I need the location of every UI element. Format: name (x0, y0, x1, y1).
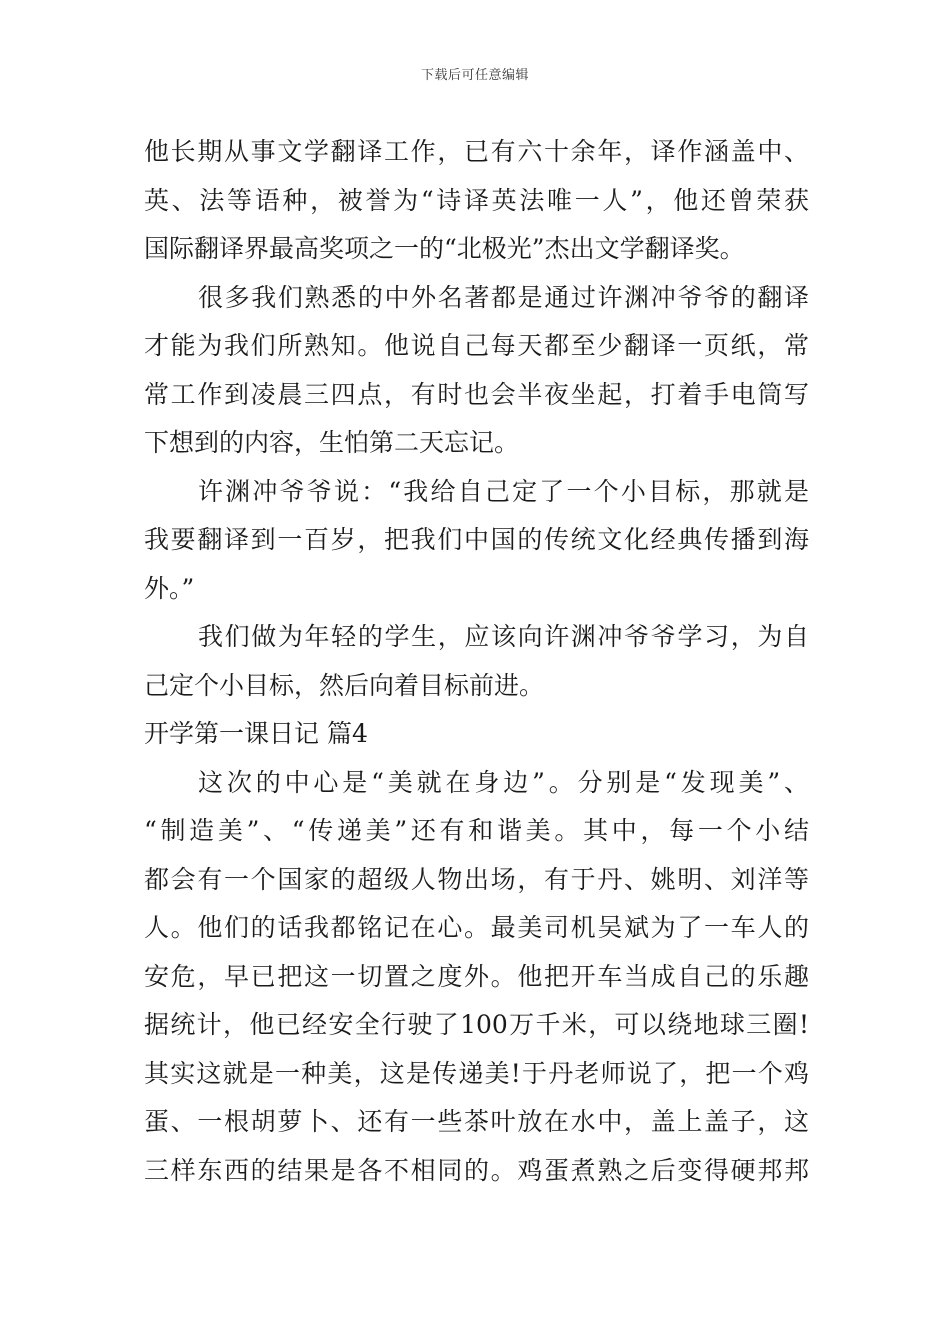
text-line: 蛋、一根胡萝卜、还有一些茶叶放在水中，盖上盖子，这 (144, 1107, 809, 1136)
text-line: 外。” (144, 573, 195, 603)
section-heading: 开学第一课日记 篇4 (144, 719, 368, 748)
text-line: 许渊冲爷爷说：“我给自己定了一个小目标，那就是 (198, 476, 809, 506)
text-line: 我要翻译到一百岁，把我们中国的传统文化经典传播到海 (144, 525, 809, 554)
text-line: 常工作到凌晨三四点，有时也会半夜坐起，打着手电筒写 (144, 379, 809, 409)
text-line: 下想到的内容，生怕第二天忘记。 (144, 428, 520, 457)
text-line: “制造美”、“传递美”还有和谐美。其中，每一个小结 (144, 816, 809, 845)
text-line: 国际翻译界最高奖项之一的“北极光”杰出文学翻译奖。 (144, 234, 745, 263)
text-line: 很多我们熟悉的中外名著都是通过许渊冲爷爷的翻译 (198, 282, 809, 312)
text-line: 我们做为年轻的学生，应该向许渊冲爷爷学习，为自 (198, 622, 809, 651)
text-line: 这次的中心是“美就在身边”。分别是“发现美”、 (198, 767, 809, 797)
text-line: 三样东西的结果是各不相同的。鸡蛋煮熟之后变得硬邦邦 (144, 1155, 809, 1185)
text-line: 他长期从事文学翻译工作，已有六十余年，译作涵盖中、 (144, 137, 809, 166)
text-line: 都会有一个国家的超级人物出场，有于丹、姚明、刘洋等 (144, 864, 809, 894)
text-line: 据统计，他已经安全行驶了100万千米，可以绕地球三圈! (144, 1010, 809, 1039)
text-line: 人。他们的话我都铭记在心。最美司机吴斌为了一车人的 (144, 913, 809, 942)
text-line: 安危，早已把这一切置之度外。他把开车当成自己的乐趣 (144, 961, 809, 991)
text-line: 才能为我们所熟知。他说自己每天都至少翻译一页纸，常 (144, 331, 809, 360)
text-line: 己定个小目标，然后向着目标前进。 (144, 670, 545, 700)
text-line: 其实这就是一种美，这是传递美!于丹老师说了，把一个鸡 (144, 1058, 809, 1088)
text-line: 英、法等语种，被誉为“诗译英法唯一人”，他还曾荣获 (144, 185, 809, 215)
page-header: 下载后可任意编辑 (420, 68, 529, 83)
document-body (144, 128, 809, 1195)
